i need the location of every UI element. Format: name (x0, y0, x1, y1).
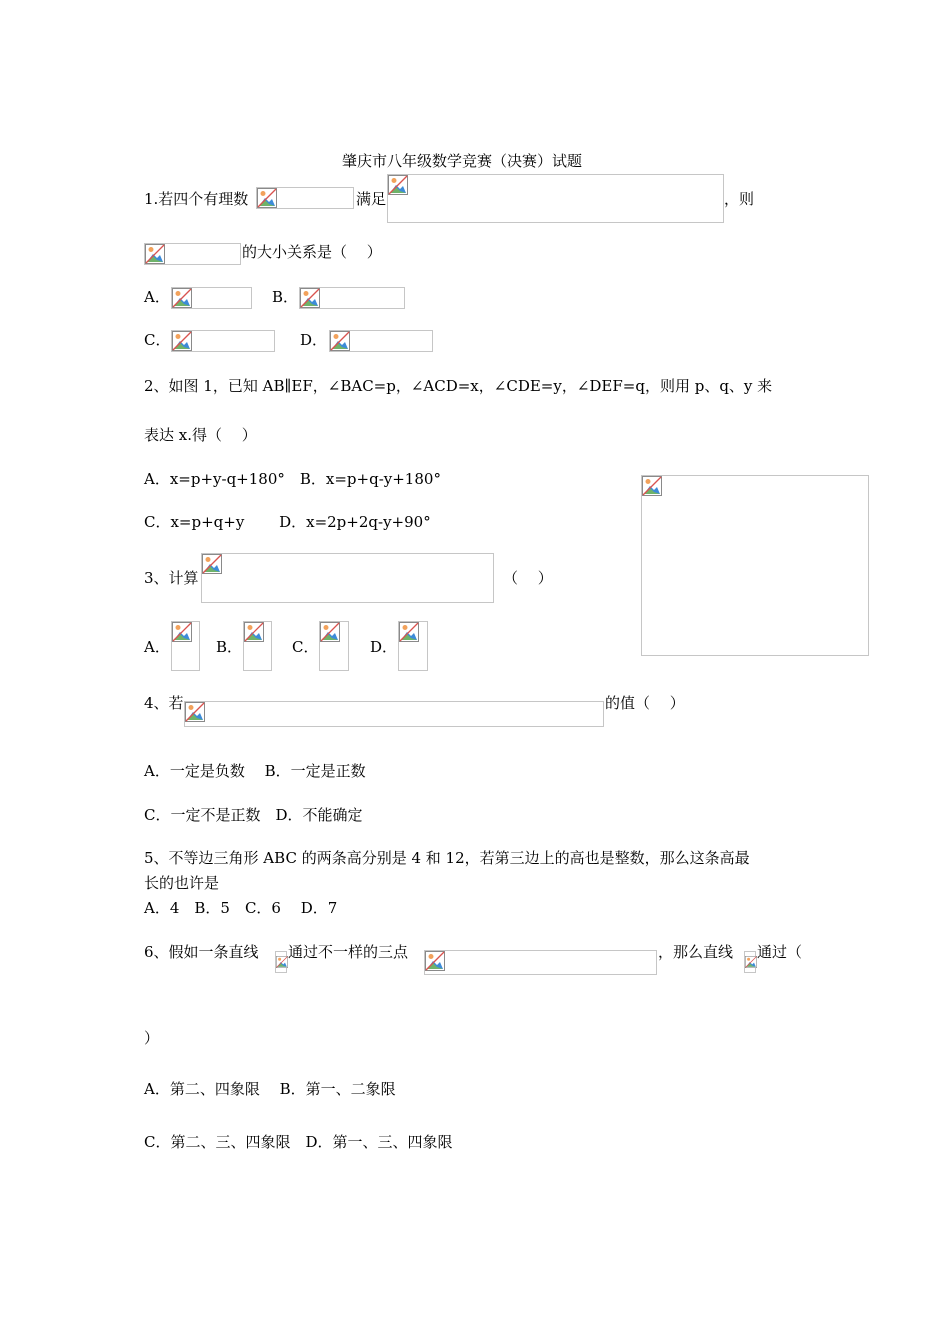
q3-option-d-label: D． (370, 638, 398, 656)
q6-image-line-name (275, 951, 287, 973)
q1-text-c: ，则 (724, 190, 755, 208)
q4-options-ab: A．一定是负数 B．一定是正数 (144, 762, 366, 780)
q6-text-b: 通过不一样的三点 (288, 943, 409, 961)
q1-text-b: 满足 (356, 190, 387, 208)
q1-image-vars-2 (144, 243, 241, 265)
q1-option-c-image (171, 330, 275, 352)
q2-options-cd: C．x=p+q+y D．x=2p+2q-y+90° (144, 513, 431, 531)
figure-1-image (641, 475, 869, 656)
broken-image-icon (399, 622, 419, 642)
q4-image-expression (184, 701, 604, 727)
q3-option-c-label: C． (292, 638, 319, 656)
q3-option-a-label: A． (144, 638, 170, 656)
broken-image-icon (244, 622, 264, 642)
q1-option-a-image (171, 287, 252, 309)
q4-options-cd: C．一定不是正数 D．不能确定 (144, 806, 363, 824)
q4-text-b: 的值（ ） (605, 694, 685, 712)
q3-image-expression (201, 553, 494, 603)
broken-image-icon (642, 476, 662, 496)
broken-image-icon (425, 951, 445, 971)
broken-image-icon (745, 952, 757, 972)
q5-options: A．4 B．5 C．6 D．7 (144, 899, 338, 917)
q6-text-a: 6、假如一条直线 (144, 943, 259, 961)
q3-option-c-image (319, 621, 349, 671)
q3-option-b-label: B． (216, 638, 243, 656)
q1-image-vars (256, 187, 354, 209)
broken-image-icon (330, 331, 350, 351)
q1-image-condition (387, 174, 724, 223)
q6-text-d: 通过（ (757, 943, 803, 961)
broken-image-icon (320, 622, 340, 642)
broken-image-icon (300, 288, 320, 308)
broken-image-icon (172, 288, 192, 308)
q1-option-c-label: C． (144, 331, 171, 349)
q6-image-points (424, 950, 657, 975)
broken-image-icon (257, 188, 277, 208)
q6-text-c: ，那么直线 (658, 943, 734, 961)
q6-image-line-name-2 (744, 951, 756, 973)
q1-text-a: 1.若四个有理数 (144, 190, 249, 208)
q6-text-line2: ） (144, 1029, 160, 1047)
q3-text-b: （ ） (503, 569, 553, 587)
q1-text-line2: 的大小关系是（ ） (242, 243, 382, 261)
broken-image-icon (145, 244, 165, 264)
q3-option-a-image (171, 621, 200, 671)
q2-options-ab: A．x=p+y-q+180° B．x=p+q-y+180° (144, 470, 441, 488)
q2-text-line2: 表达 x.得（ ） (144, 426, 257, 444)
q6-options-cd: C．第二、三、四象限 D．第一、三、四象限 (144, 1133, 453, 1151)
broken-image-icon (172, 331, 192, 351)
q4-text-a: 4、若 (144, 694, 184, 712)
q5-text-line1: 5、不等边三角形 ABC 的两条高分别是 4 和 12，若第三边上的高也是整数，那么这条高最 (144, 849, 750, 867)
broken-image-icon (388, 175, 408, 195)
q1-option-d-image (329, 330, 433, 352)
broken-image-icon (276, 952, 288, 972)
broken-image-icon (185, 702, 205, 722)
q2-text-line1: 2、如图 1，已知 AB∥EF，∠BAC=p，∠ACD=x，∠CDE=y，∠DEF=q，则用 p、q、y 来 (144, 377, 773, 395)
broken-image-icon (202, 554, 222, 574)
q1-option-a-label: A． (144, 288, 170, 306)
q1-option-d-label: D． (300, 331, 328, 349)
page-title: 肇庆市八年级数学竞赛（决赛）试题 (342, 152, 583, 170)
q6-options-ab: A．第二、四象限 B．第一、二象限 (144, 1080, 396, 1098)
broken-image-icon (172, 622, 192, 642)
q1-option-b-image (299, 287, 405, 309)
q5-text-line2: 长的也许是 (144, 874, 220, 892)
q3-option-d-image (398, 621, 428, 671)
q3-text-a: 3、计算 (144, 569, 199, 587)
q1-option-b-label: B． (272, 288, 299, 306)
q3-option-b-image (243, 621, 272, 671)
